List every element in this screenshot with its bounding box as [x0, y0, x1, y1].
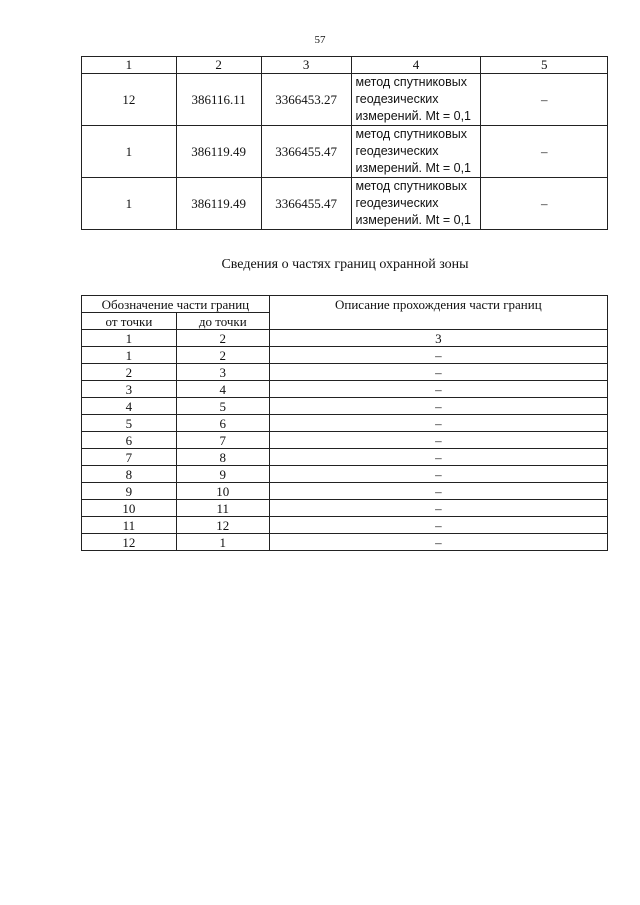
method-line: геодезических	[355, 196, 439, 210]
table-row	[82, 432, 608, 449]
method-line: измерений. Mt = 0,1	[355, 213, 472, 227]
column-number-row	[82, 330, 608, 347]
description-cell: –	[269, 432, 607, 449]
coordinate-x: 386119.49	[176, 126, 261, 178]
table-row	[82, 126, 608, 178]
coordinate-y: 3366453.27	[261, 74, 351, 126]
table-row	[82, 415, 608, 432]
table-row	[82, 517, 608, 534]
coordinate-x: 386116.11	[176, 74, 261, 126]
table-row	[82, 74, 608, 126]
description-cell: –	[269, 347, 607, 364]
table-row	[82, 364, 608, 381]
section-title: Сведения о частях границ охранной зоны	[221, 257, 469, 272]
coordinates-header-row	[82, 57, 608, 74]
point-number: 1	[82, 126, 177, 178]
from-point: 1	[82, 347, 177, 364]
description-cell: –	[269, 415, 607, 432]
table-row	[82, 449, 608, 466]
table-row	[82, 534, 608, 551]
table-row	[82, 347, 608, 364]
header-to-cell: до точки	[176, 313, 269, 330]
from-point: 3	[82, 381, 177, 398]
table-row	[82, 483, 608, 500]
method-line: измерений. Mt = 0,1	[355, 109, 472, 123]
note-cell: –	[481, 74, 608, 126]
header-cell: 5	[481, 57, 608, 74]
point-number: 12	[82, 74, 177, 126]
from-point: 2	[82, 364, 177, 381]
method-cell	[351, 126, 481, 178]
table-row	[82, 381, 608, 398]
to-point: 2	[176, 347, 269, 364]
method-line: метод спутниковых	[355, 127, 467, 141]
parts-header-row	[82, 296, 608, 313]
coordinate-y: 3366455.47	[261, 178, 351, 230]
method-cell	[351, 178, 481, 230]
description-cell: –	[269, 364, 607, 381]
from-point: 6	[82, 432, 177, 449]
method-cell	[351, 74, 481, 126]
note-cell: –	[481, 178, 608, 230]
to-point: 1	[176, 534, 269, 551]
from-point: 11	[82, 517, 177, 534]
header-cell: 1	[82, 57, 177, 74]
description-cell: –	[269, 449, 607, 466]
coordinate-x: 386119.49	[176, 178, 261, 230]
from-point: 4	[82, 398, 177, 415]
note-cell: –	[481, 126, 608, 178]
coordinate-y: 3366455.47	[261, 126, 351, 178]
header-from-cell: от точки	[82, 313, 177, 330]
page-number: 57	[314, 34, 326, 46]
to-point: 6	[176, 415, 269, 432]
column-number: 3	[269, 330, 607, 347]
table-row	[82, 500, 608, 517]
header-group-cell: Обозначение части границ	[82, 296, 270, 313]
to-point: 5	[176, 398, 269, 415]
to-point: 10	[176, 483, 269, 500]
description-cell: –	[269, 534, 607, 551]
header-cell: 4	[351, 57, 481, 74]
from-point: 10	[82, 500, 177, 517]
coordinates-table	[81, 56, 608, 230]
description-cell: –	[269, 466, 607, 483]
description-cell: –	[269, 381, 607, 398]
from-point: 5	[82, 415, 177, 432]
from-point: 12	[82, 534, 177, 551]
from-point: 7	[82, 449, 177, 466]
boundary-parts-table	[81, 295, 608, 551]
description-cell: –	[269, 483, 607, 500]
description-cell: –	[269, 500, 607, 517]
to-point: 7	[176, 432, 269, 449]
point-number: 1	[82, 178, 177, 230]
to-point: 9	[176, 466, 269, 483]
method-line: геодезических	[355, 92, 439, 106]
table-row	[82, 398, 608, 415]
to-point: 12	[176, 517, 269, 534]
from-point: 9	[82, 483, 177, 500]
to-point: 11	[176, 500, 269, 517]
parts-table-body	[82, 347, 608, 551]
column-number: 1	[82, 330, 177, 347]
header-description-cell: Описание прохождения части границ	[269, 296, 607, 330]
header-cell: 3	[261, 57, 351, 74]
to-point: 4	[176, 381, 269, 398]
header-cell: 2	[176, 57, 261, 74]
method-line: измерений. Mt = 0,1	[355, 161, 472, 175]
table-row	[82, 466, 608, 483]
to-point: 3	[176, 364, 269, 381]
description-cell: –	[269, 517, 607, 534]
to-point: 8	[176, 449, 269, 466]
method-line: метод спутниковых	[355, 179, 467, 193]
description-cell: –	[269, 398, 607, 415]
column-number: 2	[176, 330, 269, 347]
method-line: геодезических	[355, 144, 439, 158]
table-row	[82, 178, 608, 230]
from-point: 8	[82, 466, 177, 483]
method-line: метод спутниковых	[355, 75, 467, 89]
